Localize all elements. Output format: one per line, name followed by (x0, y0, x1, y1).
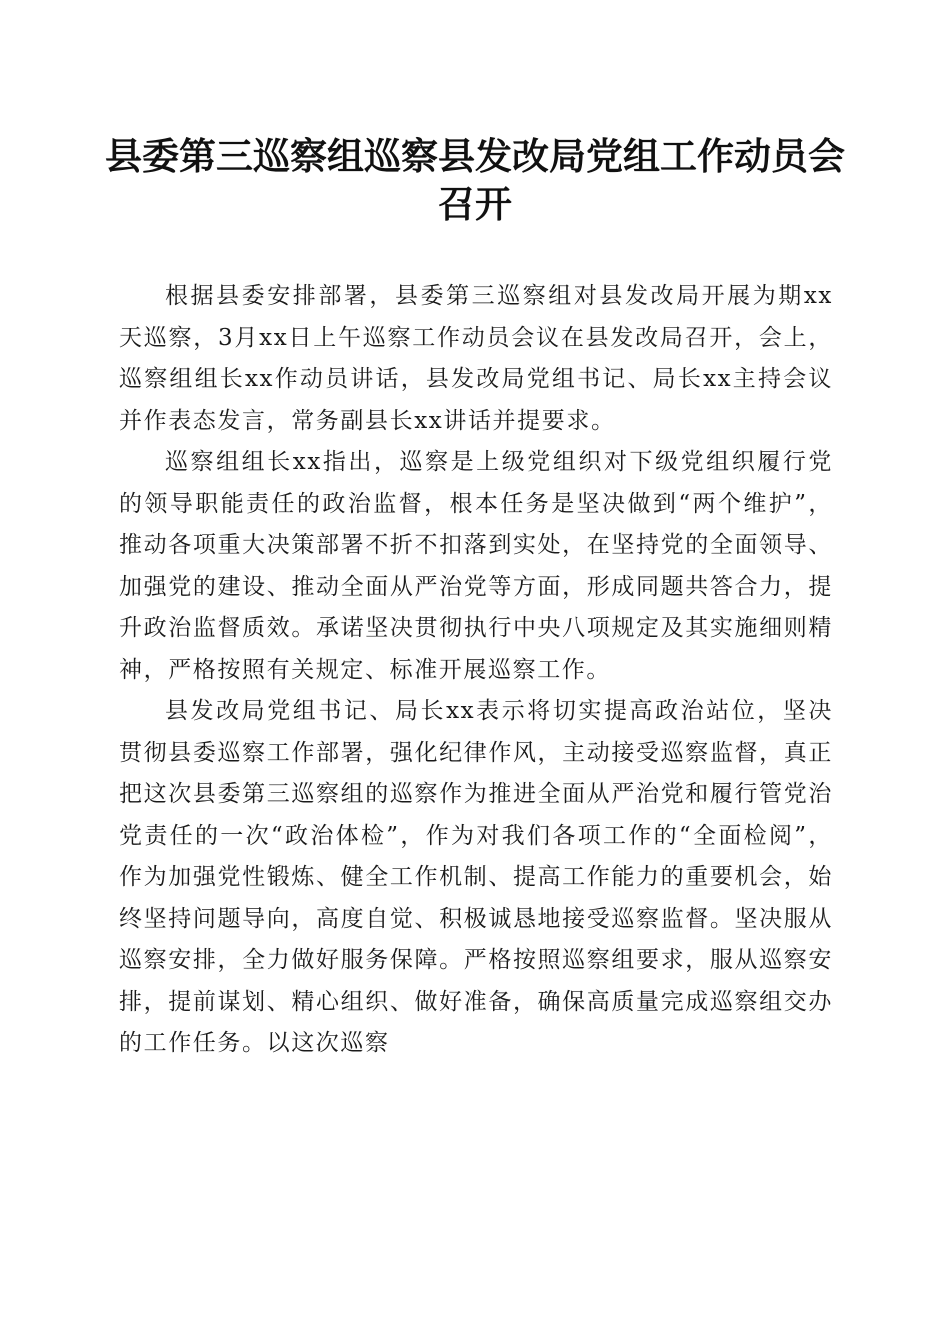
paragraph: 根据县委安排部署，县委第三巡察组对县发改局开展为期xx天巡察，3月xx日上午巡察工作动员会议在县发改局召开，会上，巡察组组长xx作动员讲话，县发改局党组书记、局长xx主持会议并作表态发言，常务副县长xx讲话并提要求。 (119, 283, 833, 434)
paragraph: 县发改局党组书记、局长xx表示将切实提高政治站位，坚决贯彻县委巡察工作部署，强化纪律作风，主动接受巡察监督，真正把这次县委第三巡察组的巡察作为推进全面从严治党和履行管党治党责任的一次“政治体检”，作为对我们各项工作的“全面检阅”，作为加强党性锻炼、健全工作机制、提高工作能力的重要机会，始终坚持问题导向，高度自觉、积极诚恳地接受巡察监督。坚决服从巡察安排，全力做好服务保障。严格按照巡察组要求，服从巡察安排，提前谋划、精心组织、做好准备，确保高质量完成巡察组交办的工作任务。以这次巡察 (119, 698, 833, 1056)
document-title: 县委第三巡察组巡察县发改局党组工作动员会召开 (105, 134, 845, 226)
paragraph: 巡察组组长xx指出，巡察是上级党组织对下级党组织履行党的领导职能责任的政治监督，根本任务是坚决做到“两个维护”，推动各项重大决策部署不折不扣落到实处，在坚持党的全面领导、加强党的建设、推动全面从严治党等方面，形成同题共答合力，提升政治监督质效。承诺坚决贯彻执行中央八项规定及其实施细则精神，严格按照有关规定、标准开展巡察工作。 (119, 449, 833, 683)
document-body (119, 276, 833, 1065)
